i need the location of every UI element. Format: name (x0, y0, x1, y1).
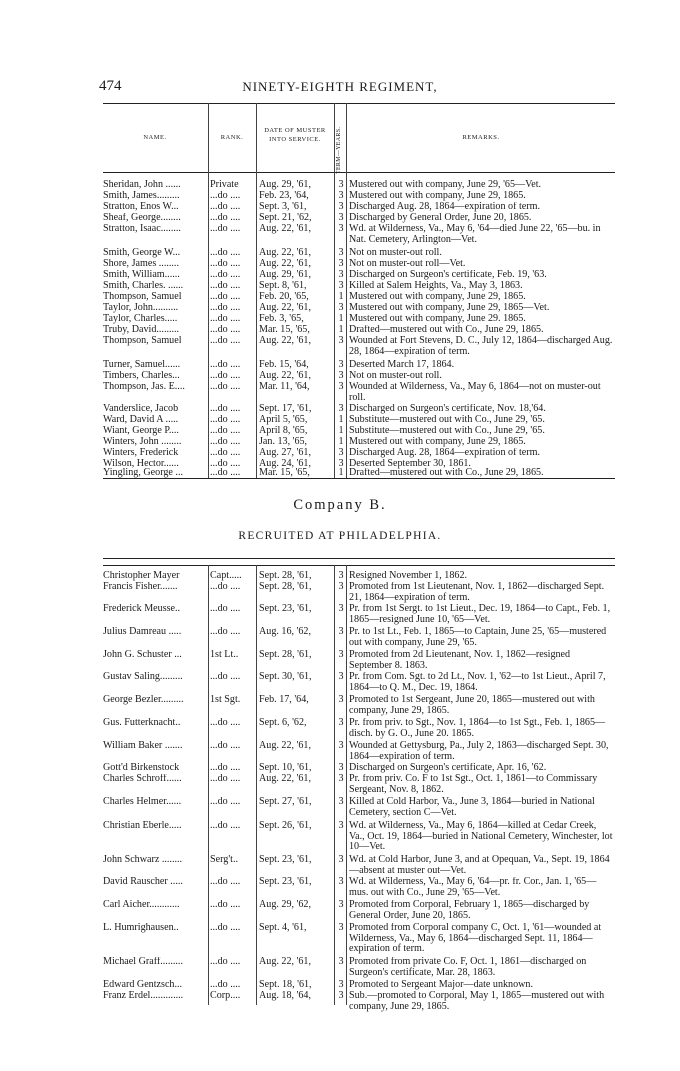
cell-name: Turner, Samuel...... (103, 360, 181, 370)
cell-name: Ward, David A ..... (103, 415, 179, 425)
cell-name: Smith, George W... (103, 248, 181, 258)
cell-name: Smith, Charles. ...... (103, 281, 184, 291)
cell-remarks: Pr. from priv. Co. F to 1st Sgt., Oct. 1, 1861—to Commissary Sergeant, Nov. 8, 1862. (349, 774, 598, 795)
cell-date: Aug. 29, '62, (259, 900, 312, 910)
cell-date: Aug. 22, '61, (259, 224, 312, 234)
cell-name: Frederick Meusse.. (103, 604, 181, 614)
cell-term: 3 (338, 741, 344, 751)
page-number: 474 (99, 78, 122, 94)
cell-remarks: Promoted to Sergeant Major—date unknown. (349, 980, 533, 990)
cell-term: 1 (338, 325, 344, 335)
cell-rank: ...do .... (210, 248, 241, 258)
header-name: NAME. (143, 134, 167, 141)
cell-remarks: Discharged Aug. 28, 1864—expiration of term. (349, 448, 540, 458)
cell-rank: ...do .... (210, 437, 241, 447)
cell-date: Feb. 17, '64, (259, 695, 309, 705)
cell-rank: ...do .... (210, 923, 241, 933)
cell-rank: ...do .... (210, 382, 241, 392)
cell-term: 3 (338, 213, 344, 223)
table-b-top-rule (103, 558, 615, 559)
cell-remarks: Sub.—promoted to Corporal, May 1, 1865—mustered out with company, June 29, 1865. (349, 991, 605, 1012)
cell-remarks: Resigned November 1, 1862. (349, 571, 468, 581)
cell-date: Sept. 21, '62, (259, 213, 312, 223)
cell-date: Sept. 17, '61, (259, 404, 312, 414)
header-remarks: REMARKS. (462, 134, 500, 141)
cell-name: Taylor, Charles..... (103, 314, 178, 324)
cell-date: Jan. 13, '65, (259, 437, 308, 447)
cell-remarks: Pr. from Com. Sgt. to 2d Lt., Nov. 1, '62—to 1st Lieut., April 7, 1864—to Q. M., Dec. 19, 1864. (349, 672, 606, 693)
cell-term: 3 (338, 718, 344, 728)
cell-remarks: Mustered out with company, June 29, 1865—Vet. (349, 303, 550, 313)
cell-date: Sept. 27, '61, (259, 797, 312, 807)
cell-date: Sept. 8, '61, (259, 281, 307, 291)
cell-name: John Schwarz ........ (103, 855, 183, 865)
cell-remarks: Mustered out with company, June 29. 1865. (349, 314, 526, 324)
cell-date: Sept. 23, '61, (259, 604, 312, 614)
cell-date: Sept. 10, '61, (259, 763, 312, 773)
cell-name: David Rauscher ..... (103, 877, 183, 887)
cell-date: Sept. 23, '61, (259, 855, 312, 865)
table-b-vline-4 (346, 565, 347, 1005)
cell-name: Wiant, George P.... (103, 426, 179, 436)
cell-remarks: Not on muster-out roll. (349, 371, 442, 381)
cell-name: Sheaf, George........ (103, 213, 181, 223)
cell-term: 3 (338, 202, 344, 212)
table-a-top-rule (103, 103, 615, 104)
cell-remarks: Mustered out with company, June 29, 1865. (349, 437, 526, 447)
cell-term: 3 (338, 191, 344, 201)
cell-remarks: Mustered out with company, June 29, 1865. (349, 292, 526, 302)
cell-remarks: Discharged on Surgeon's certificate, Apr. 16, '62. (349, 763, 547, 773)
cell-rank: ...do .... (210, 718, 241, 728)
cell-term: 3 (338, 923, 344, 933)
cell-name: L. Humrighausen.. (103, 923, 179, 933)
cell-date: Aug. 22, '61, (259, 741, 312, 751)
cell-rank: ...do .... (210, 259, 241, 269)
cell-term: 3 (338, 448, 344, 458)
cell-name: Gott'd Birkenstock (103, 763, 180, 773)
cell-name: Smith, James......... (103, 191, 180, 201)
cell-rank: 1st Lt.. (210, 650, 239, 660)
cell-term: 3 (338, 877, 344, 887)
cell-rank: ...do .... (210, 303, 241, 313)
cell-date: Sept. 28, '61, (259, 650, 312, 660)
cell-date: April 8, '65, (259, 426, 308, 436)
cell-term: 3 (338, 180, 344, 190)
cell-date: Sept. 18, '61, (259, 980, 312, 990)
cell-remarks: Discharged by General Order, June 20, 1865. (349, 213, 532, 223)
cell-date: Feb. 15, '64, (259, 360, 309, 370)
cell-term: 3 (338, 797, 344, 807)
cell-remarks: Mustered out with company, June 29, '65—Vet. (349, 180, 542, 190)
cell-rank: ...do .... (210, 270, 241, 280)
cell-name: Stratton, Isaac........ (103, 224, 181, 234)
cell-term: 3 (338, 763, 344, 773)
cell-remarks: Wd. at Wilderness, Va., May 6, '64—pr. fr. Cor., Jan. 1, '65—mus. out with Co., June 29, '65—Vet. (349, 877, 597, 898)
cell-rank: ...do .... (210, 336, 241, 346)
cell-rank: ...do .... (210, 213, 241, 223)
cell-term: 3 (338, 571, 344, 581)
cell-remarks: Discharged on Surgeon's certificate, Nov. 18,'64. (349, 404, 546, 414)
cell-date: Sept. 28, '61, (259, 571, 312, 581)
cell-term: 3 (338, 695, 344, 705)
cell-term: 1 (338, 314, 344, 324)
cell-name: Winters, John ........ (103, 437, 182, 447)
cell-name: John G. Schuster ... (103, 650, 182, 660)
cell-remarks: Pr. to 1st Lt., Feb. 1, 1865—to Captain, June 25, '65—mustered out with company, June 29, '65. (349, 627, 607, 648)
cell-date: Mar. 15, '65, (259, 468, 310, 478)
cell-remarks: Promoted to 1st Sergeant, June 20, 1865—mustered out with company, June 29, 1865. (349, 695, 595, 716)
table-a-vline-2 (256, 103, 257, 478)
cell-rank: ...do .... (210, 360, 241, 370)
cell-date: Aug. 22, '61, (259, 303, 312, 313)
cell-rank: ...do .... (210, 627, 241, 637)
table-a-vline-4 (346, 103, 347, 478)
cell-name: William Baker ....... (103, 741, 183, 751)
cell-name: Timbers, Charles... (103, 371, 180, 381)
cell-name: Vanderslice, Jacob (103, 404, 179, 414)
cell-term: 3 (338, 855, 344, 865)
cell-remarks: Wounded at Gettysburg, Pa., July 2, 1863—discharged Sept. 30, 1864—expiration of term. (349, 741, 609, 762)
cell-term: 3 (338, 404, 344, 414)
cell-term: 3 (338, 582, 344, 592)
table-b-vline-2 (256, 565, 257, 1005)
cell-remarks: Killed at Salem Heights, Va., May 3, 1863. (349, 281, 523, 291)
cell-rank: ...do .... (210, 774, 241, 784)
cell-remarks: Not on muster-out roll—Vet. (349, 259, 466, 269)
cell-term: 3 (338, 459, 344, 469)
cell-term: 1 (338, 415, 344, 425)
cell-name: George Bezler......... (103, 695, 184, 705)
table-b-header-rule (103, 565, 615, 566)
cell-rank: ...do .... (210, 900, 241, 910)
cell-remarks: Wounded at Wilderness, Va., May 6, 1864—not on muster-out roll. (349, 382, 601, 403)
cell-rank: ...do .... (210, 224, 241, 234)
cell-date: Aug. 24, '61, (259, 459, 312, 469)
cell-date: Mar. 11, '64, (259, 382, 310, 392)
cell-date: Aug. 29, '61, (259, 270, 312, 280)
table-b-vline-1 (208, 565, 209, 1005)
cell-rank: ...do .... (210, 314, 241, 324)
cell-term: 3 (338, 650, 344, 660)
cell-date: Feb. 3, '65, (259, 314, 304, 324)
cell-term: 3 (338, 371, 344, 381)
cell-name: Gustav Saling......... (103, 672, 183, 682)
cell-term: 3 (338, 360, 344, 370)
cell-rank: Serg't.. (210, 855, 238, 865)
cell-remarks: Drafted—mustered out with Co., June 29, 1865. (349, 325, 544, 335)
cell-date: Sept. 4, '61, (259, 923, 307, 933)
cell-remarks: Not on muster-out roll. (349, 248, 442, 258)
cell-date: Sept. 30, '61, (259, 672, 312, 682)
cell-name: Carl Aicher............ (103, 900, 180, 910)
cell-rank: ...do .... (210, 604, 241, 614)
cell-date: Feb. 23, '64, (259, 191, 309, 201)
cell-rank: ...do .... (210, 325, 241, 335)
cell-term: 3 (338, 224, 344, 234)
cell-date: Sept. 26, '61, (259, 821, 312, 831)
cell-term: 3 (338, 281, 344, 291)
cell-date: Feb. 20, '65, (259, 292, 309, 302)
cell-remarks: Promoted from Corporal, February 1, 1865—discharged by General Order, June 20, 1865. (349, 900, 590, 921)
cell-date: Aug. 27, '61, (259, 448, 312, 458)
cell-term: 3 (338, 980, 344, 990)
cell-name: Edward Gentzsch... (103, 980, 183, 990)
cell-term: 3 (338, 303, 344, 313)
running-head: NINETY-EIGHTH REGIMENT, (242, 79, 438, 94)
cell-term: 3 (338, 336, 344, 346)
cell-term: 1 (338, 292, 344, 302)
cell-rank: ...do .... (210, 957, 241, 967)
cell-name: Charles Schroff...... (103, 774, 182, 784)
cell-remarks: Pr. from 1st Sergt. to 1st Lieut., Dec. 19, 1864—to Capt., Feb. 1, 1865—resigned June 10, '65—Vet. (349, 604, 611, 625)
cell-term: 3 (338, 991, 344, 1001)
cell-rank: ...do .... (210, 763, 241, 773)
cell-name: Thompson, Samuel (103, 336, 182, 346)
cell-rank: ...do .... (210, 821, 241, 831)
cell-remarks: Pr. from priv. to Sgt., Nov. 1, 1864—to 1st Sgt., Feb. 1, 1865—disch. by G. O., June 20. 1865. (349, 718, 606, 739)
cell-remarks: Promoted from private Co. F, Oct. 1, 1861—discharged on Surgeon's certificate, Mar. 28, 1863. (349, 957, 587, 978)
cell-rank: ...do .... (210, 404, 241, 414)
cell-date: Aug. 18, '64, (259, 991, 312, 1001)
cell-date: Aug. 29, '61, (259, 180, 312, 190)
cell-date: Aug. 22, '61, (259, 248, 312, 258)
cell-term: 1 (338, 437, 344, 447)
cell-rank: ...do .... (210, 672, 241, 682)
cell-remarks: Wounded at Fort Stevens, D. C., July 12, 1864—discharged Aug. 28, 1864—expiration of term. (349, 336, 613, 357)
cell-remarks: Killed at Cold Harbor, Va., June 3, 1864—buried in National Cemetery, section C—Vet. (349, 797, 595, 818)
cell-rank: Capt..... (210, 571, 242, 581)
cell-rank: ...do .... (210, 459, 241, 469)
company-title: Company B. (293, 497, 387, 513)
cell-remarks: Substitute—mustered out with Co., June 29, '65. (349, 426, 545, 436)
cell-remarks: Promoted from 2d Lieutenant, Nov. 1, 1862—resigned September 8. 1863. (349, 650, 571, 671)
cell-rank: Private (210, 180, 239, 190)
cell-name: Charles Helmer...... (103, 797, 182, 807)
cell-rank: ...do .... (210, 980, 241, 990)
cell-name: Winters, Frederick (103, 448, 179, 458)
cell-date: Aug. 16, '62, (259, 627, 312, 637)
cell-rank: ...do .... (210, 741, 241, 751)
cell-name: Christian Eberle..... (103, 821, 182, 831)
cell-remarks: Promoted from 1st Lieutenant, Nov. 1, 1862—discharged Sept. 21, 1864—expiration of term. (349, 582, 605, 603)
cell-rank: 1st Sgt. (210, 695, 241, 705)
cell-remarks: Mustered out with company, June 29, 1865. (349, 191, 526, 201)
header-date: DATE OF MUSTER INTO SERVICE. (264, 127, 326, 143)
cell-rank: ...do .... (210, 281, 241, 291)
cell-remarks: Wd. at Wilderness, Va., May 6, 1864—killed at Cedar Creek, Va., Oct. 19, 1864—buried in National Cemetery, Winchester, lot 10—Vet. (349, 821, 613, 853)
cell-rank: ...do .... (210, 371, 241, 381)
cell-term: 3 (338, 672, 344, 682)
cell-remarks: Drafted—mustered out with Co., June 29, 1865. (349, 468, 544, 478)
cell-date: Sept. 23, '61, (259, 877, 312, 887)
cell-name: Christopher Mayer (103, 571, 180, 581)
cell-remarks: Wd. at Cold Harbor, June 3, and at Opequan, Va., Sept. 19, 1864—absent at muster out—Vet. (349, 855, 610, 876)
cell-remarks: Discharged on Surgeon's certificate, Feb. 19, '63. (349, 270, 547, 280)
cell-remarks: Wd. at Wilderness, Va., May 6, '64—died June 22, '65—bu. in Nat. Cemetery, Arlington—Vet. (349, 224, 601, 245)
cell-date: Sept. 6, '62, (259, 718, 307, 728)
cell-name: Taylor, John.......... (103, 303, 179, 313)
cell-rank: ...do .... (210, 468, 241, 478)
cell-rank: Corp.... (210, 991, 241, 1001)
cell-date: Sept. 28, '61, (259, 582, 312, 592)
cell-date: Aug. 22, '61, (259, 957, 312, 967)
cell-name: Franz Erdel............. (103, 991, 184, 1001)
cell-term: 3 (338, 627, 344, 637)
cell-rank: ...do .... (210, 426, 241, 436)
cell-rank: ...do .... (210, 202, 241, 212)
table-a-header-rule (103, 172, 615, 173)
cell-date: Aug. 22, '61, (259, 336, 312, 346)
cell-rank: ...do .... (210, 448, 241, 458)
cell-name: Wilson, Hector...... (103, 459, 179, 469)
cell-term: 3 (338, 248, 344, 258)
cell-term: 3 (338, 259, 344, 269)
cell-name: Julius Damreau ..... (103, 627, 182, 637)
cell-remarks: Substitute—mustered out with Co., June 29, '65. (349, 415, 545, 425)
cell-date: Sept. 3, '61, (259, 202, 307, 212)
cell-term: 3 (338, 604, 344, 614)
cell-term: 1 (338, 468, 344, 478)
cell-date: Aug. 22, '61, (259, 259, 312, 269)
cell-name: Thompson, Samuel (103, 292, 182, 302)
cell-remarks: Discharged Aug. 28, 1864—expiration of term. (349, 202, 540, 212)
cell-term: 3 (338, 774, 344, 784)
cell-date: April 5, '65, (259, 415, 308, 425)
cell-name: Stratton, Enos W... (103, 202, 179, 212)
cell-date: Aug. 22, '61, (259, 774, 312, 784)
cell-name: Sheridan, John ...... (103, 180, 181, 190)
cell-name: Shore, James ........ (103, 259, 179, 269)
cell-name: Michael Graff......... (103, 957, 183, 967)
header-term: TERM—YEARS. (336, 126, 342, 174)
cell-remarks: Promoted from Corporal company C, Oct. 1, '61—wounded at Wilderness, Va., May 6, 1864—discharged Sept. 11, 1864—expiration of term. (349, 923, 602, 955)
cell-rank: ...do .... (210, 415, 241, 425)
cell-rank: ...do .... (210, 797, 241, 807)
cell-rank: ...do .... (210, 191, 241, 201)
cell-term: 3 (338, 270, 344, 280)
cell-term: 1 (338, 426, 344, 436)
cell-rank: ...do .... (210, 582, 241, 592)
cell-rank: ...do .... (210, 877, 241, 887)
cell-remarks: Deserted March 17, 1864. (349, 360, 455, 370)
cell-name: Thompson, Jas. E.... (103, 382, 185, 392)
cell-date: Aug. 22, '61, (259, 371, 312, 381)
cell-term: 3 (338, 957, 344, 967)
cell-term: 3 (338, 382, 344, 392)
cell-name: Yingling, George ... (103, 468, 183, 478)
cell-name: Smith, William...... (103, 270, 180, 280)
company-subtitle: RECRUITED AT PHILADELPHIA. (238, 530, 442, 542)
cell-remarks: Deserted September 30, 1861. (349, 459, 471, 469)
cell-term: 3 (338, 900, 344, 910)
table-a-vline-1 (208, 103, 209, 478)
cell-name: Truby, David......... (103, 325, 180, 335)
cell-name: Francis Fisher....... (103, 582, 178, 592)
cell-date: Mar. 15, '65, (259, 325, 310, 335)
cell-rank: ...do .... (210, 292, 241, 302)
cell-term: 3 (338, 821, 344, 831)
cell-name: Gus. Futterknacht.. (103, 718, 181, 728)
header-rank: RANK. (220, 134, 244, 141)
